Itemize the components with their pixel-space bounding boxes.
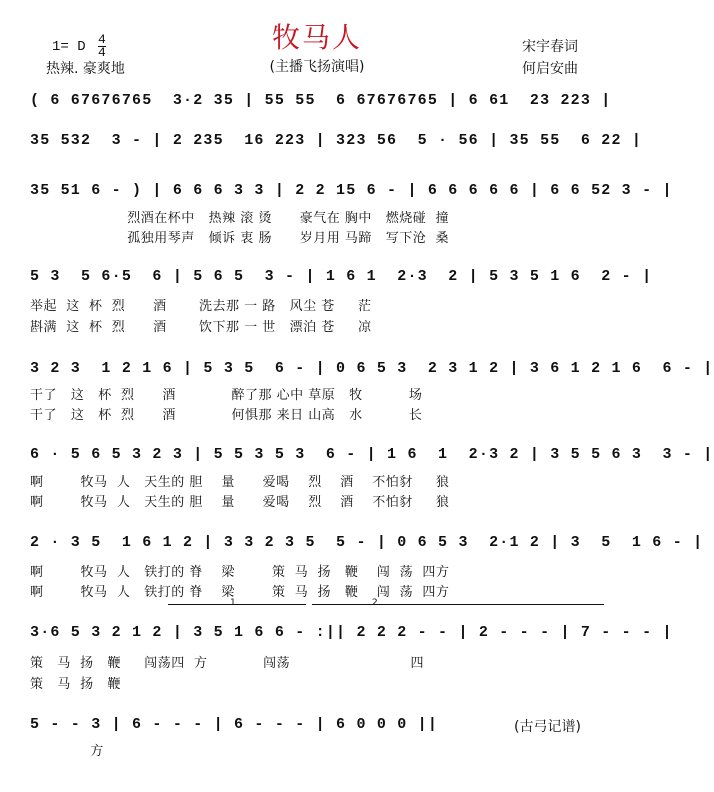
- notation-line: 5 3 5 6·5 6 | 5 6 5 3 - | 1 6 1 2·3 2 | 5 3 5 1 6 2 - |: [30, 268, 653, 285]
- lyric-line: 烈酒在杯中 热辣 滚 烫 豪气在 胸中 燃烧碰 撞: [30, 211, 450, 226]
- score-row-7: [30, 534, 704, 554]
- singer-credit: (主播飞扬演唱): [269, 59, 365, 75]
- lyric-line: 策 马 扬 鞭: [30, 677, 122, 692]
- score-row-2: [30, 132, 643, 152]
- notation-line: 2 · 3 5 1 6 1 2 | 3 3 2 3 5 5 - | 0 6 5 3 2·1 2 | 3 5 1 6 - |: [30, 534, 704, 551]
- volta-1-label: 1: [230, 598, 236, 608]
- song-title: 牧马人: [271, 21, 362, 54]
- lyric-line: 啊 牧马 人 铁打的 脊 梁 策 马 扬 鞭 闯 荡 四方: [30, 585, 450, 600]
- key-label: 1= D: [52, 39, 86, 56]
- lyric-line: 斟满 这 杯 烈 酒 饮下那 一 世 漂泊 苍 凉: [30, 320, 372, 335]
- volta-2-bracket: [312, 604, 604, 605]
- notation-line: 5 - - 3 | 6 - - - | 6 - - - | 6 0 0 0 ||: [30, 716, 439, 733]
- lyric-line: 干了 这 杯 烈 酒 何惧那 来日 山高 水 长: [30, 408, 423, 423]
- lyric-line: 干了 这 杯 烈 酒 醉了那 心中 草原 牧 场: [30, 388, 423, 403]
- notation-line: 35 532 3 - | 2 235 16 223 | 323 56 5 · 56 | 35 55 6 22 |: [30, 132, 643, 149]
- score-row-6: [30, 446, 714, 466]
- volta-1-bracket: [168, 604, 306, 605]
- lyric-line: 举起 这 杯 烈 酒 洗去那 一 路 风尘 苍 茫: [30, 299, 372, 314]
- time-top: 4: [98, 32, 106, 47]
- notation-line: 35 51 6 - ) | 6 6 6 3 3 | 2 2 15 6 - | 6 6 6 6 6 | 6 6 52 3 - |: [30, 182, 673, 199]
- lyric-line: 孤独用琴声 倾诉 衷 肠 岁月用 马蹄 写下沧 桑: [30, 231, 450, 246]
- score-row-8: [30, 624, 673, 644]
- score-row-4: [30, 268, 653, 288]
- lyricist-credit: 宋宇春词: [522, 39, 578, 55]
- transcriber-credit: (古弓记谱): [514, 719, 581, 735]
- notation-line: ( 6 67676765 3·2 35 | 55 55 6 67676765 | 6 61 23 223 |: [30, 92, 612, 109]
- lyric-line: 方: [30, 744, 104, 759]
- notation-line: 6 · 5 6 5 3 2 3 | 5 5 3 5 3 6 - | 1 6 1 2·3 2 | 3 5 5 6 3 3 - |: [30, 446, 714, 463]
- lyric-line: 啊 牧马 人 铁打的 脊 梁 策 马 扬 鞭 闯 荡 四方: [30, 565, 450, 580]
- score-row-1: [30, 92, 612, 112]
- lyric-line: 啊 牧马 人 天生的 胆 量 爱喝 烈 酒 不怕豺 狼: [30, 495, 450, 510]
- lyric-line: 啊 牧马 人 天生的 胆 量 爱喝 烈 酒 不怕豺 狼: [30, 475, 450, 490]
- time-bottom: 4: [98, 45, 106, 60]
- lyric-line: 策 马 扬 鞭 闯荡四 方 闯荡 四: [30, 656, 425, 671]
- notation-line: 3·6 5 3 2 1 2 | 3 5 1 6 6 - :|| 2 2 2 - - | 2 - - - | 7 - - - |: [30, 624, 673, 641]
- performance-style: 热辣. 豪爽地: [46, 61, 125, 77]
- score-row-3: [30, 182, 673, 202]
- score-row-5: [30, 360, 714, 380]
- composer-credit: 何启安曲: [522, 61, 578, 77]
- volta-2-label: 2: [372, 598, 378, 608]
- notation-line: 3 2 3 1 2 1 6 | 5 3 5 6 - | 0 6 5 3 2 3 1 2 | 3 6 1 2 1 6 6 - |: [30, 360, 714, 377]
